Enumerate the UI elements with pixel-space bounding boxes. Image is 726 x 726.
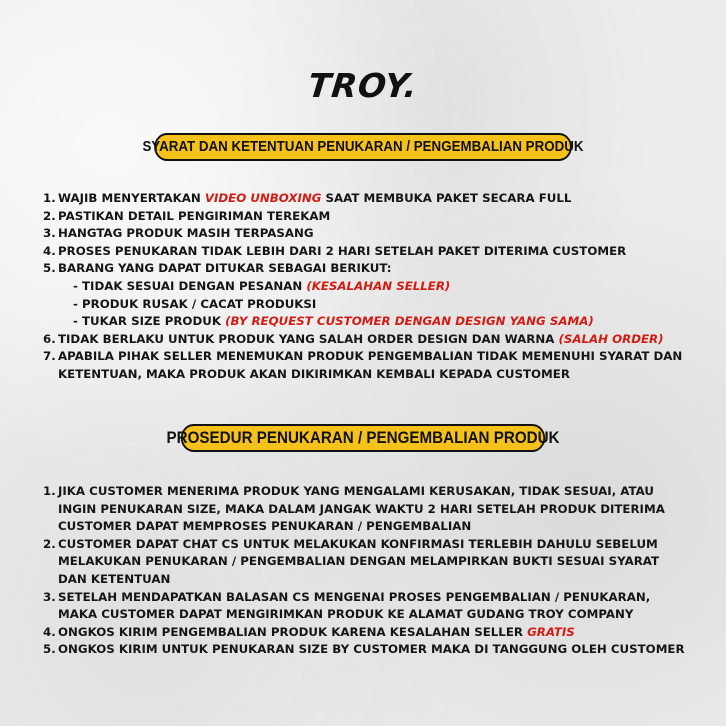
list-item: 3. SETELAH MENDAPATKAN BALASAN CS MENGENAI PROSES PENGEMBALIAN / PENUKARAN,: [43, 589, 651, 604]
list-item: 4. PROSES PENUKARAN TIDAK LEBIH DARI 2 HARI SETELAH PAKET DITERIMA CUSTOMER: [43, 243, 627, 258]
section-title-terms: SYARAT DAN KETENTUAN PENUKARAN / PENGEMBALIAN PRODUK: [154, 133, 572, 161]
list-item: 5. ONGKOS KIRIM UNTUK PENUKARAN SIZE BY CUSTOMER MAKA DI TANGGUNG OLEH CUSTOMER: [43, 642, 685, 657]
list-item-continuation: KETENTUAN, MAKA PRODUK AKAN DIKIRIMKAN KEMBALI KEPADA CUSTOMER: [58, 366, 570, 381]
list-item-continuation: CUSTOMER DAPAT MEMPROSES PENUKARAN / PENGEMBALIAN: [58, 519, 472, 534]
section-title-procedure: PROSEDUR PENUKARAN / PENGEMBALIAN PRODUK: [181, 424, 545, 452]
list-item: 2. PASTIKAN DETAIL PENGIRIMAN TEREKAM: [43, 208, 331, 223]
list-item: 4. ONGKOS KIRIM PENGEMBALIAN PRODUK KARENA KESALAHAN SELLER GRATIS: [43, 624, 575, 639]
terms-list: [43, 190, 703, 384]
list-item: 3. HANGTAG PRODUK MASIH TERPASANG: [43, 226, 314, 241]
list-item: 6. TIDAK BERLAKU UNTUK PRODUK YANG SALAH ORDER DESIGN DAN WARNA (SALAH ORDER): [43, 331, 664, 346]
procedure-list: [43, 483, 703, 659]
highlight-text: VIDEO UNBOXING: [204, 191, 322, 205]
brand-logo: TROY.: [306, 66, 420, 105]
sub-list-item: - TUKAR SIZE PRODUK (BY REQUEST CUSTOMER DENGAN DESIGN YANG SAMA): [73, 314, 594, 329]
highlight-text: (SALAH ORDER): [558, 331, 664, 346]
list-item-continuation: INGIN PENUKARAN SIZE, MAKA DALAM JANGAK WAKTU 2 HARI SETELAH PRODUK DITERIMA: [58, 501, 665, 516]
list-item: 1. WAJIB MENYERTAKAN VIDEO UNBOXING SAAT MEMBUKA PAKET SECARA FULL: [43, 191, 572, 205]
list-item: 2. CUSTOMER DAPAT CHAT CS UNTUK MELAKUKAN KONFIRMASI TERLEBIH DAHULU SEBELUM: [43, 536, 658, 551]
list-item: 7. APABILA PIHAK SELLER MENEMUKAN PRODUK PENGEMBALIAN TIDAK MEMENUHI SYARAT DAN: [43, 349, 683, 364]
highlight-text: GRATIS: [527, 624, 575, 639]
list-item-continuation: MAKA CUSTOMER DAPAT MENGIRIMKAN PRODUK KE ALAMAT GUDANG TROY COMPANY: [58, 607, 634, 622]
list-item: 5. BARANG YANG DAPAT DITUKAR SEBAGAI BERIKUT:: [43, 261, 392, 276]
sub-list-item: - TIDAK SESUAI DENGAN PESANAN (KESALAHAN SELLER): [73, 278, 451, 293]
sub-list-item: - PRODUK RUSAK / CACAT PRODUKSI: [73, 296, 317, 311]
list-item: 1. JIKA CUSTOMER MENERIMA PRODUK YANG MENGALAMI KERUSAKAN, TIDAK SESUAI, ATAU: [43, 484, 654, 498]
highlight-text: (BY REQUEST CUSTOMER DENGAN DESIGN YANG SAMA): [225, 314, 594, 329]
list-item-continuation: DAN KETENTUAN: [58, 571, 171, 586]
list-item-continuation: MELAKUKAN PENUKARAN / PENGEMBALIAN DENGAN MELAMPIRKAN BUKTI SESUAI SYARAT: [58, 554, 660, 569]
highlight-text: (KESALAHAN SELLER): [306, 278, 451, 293]
